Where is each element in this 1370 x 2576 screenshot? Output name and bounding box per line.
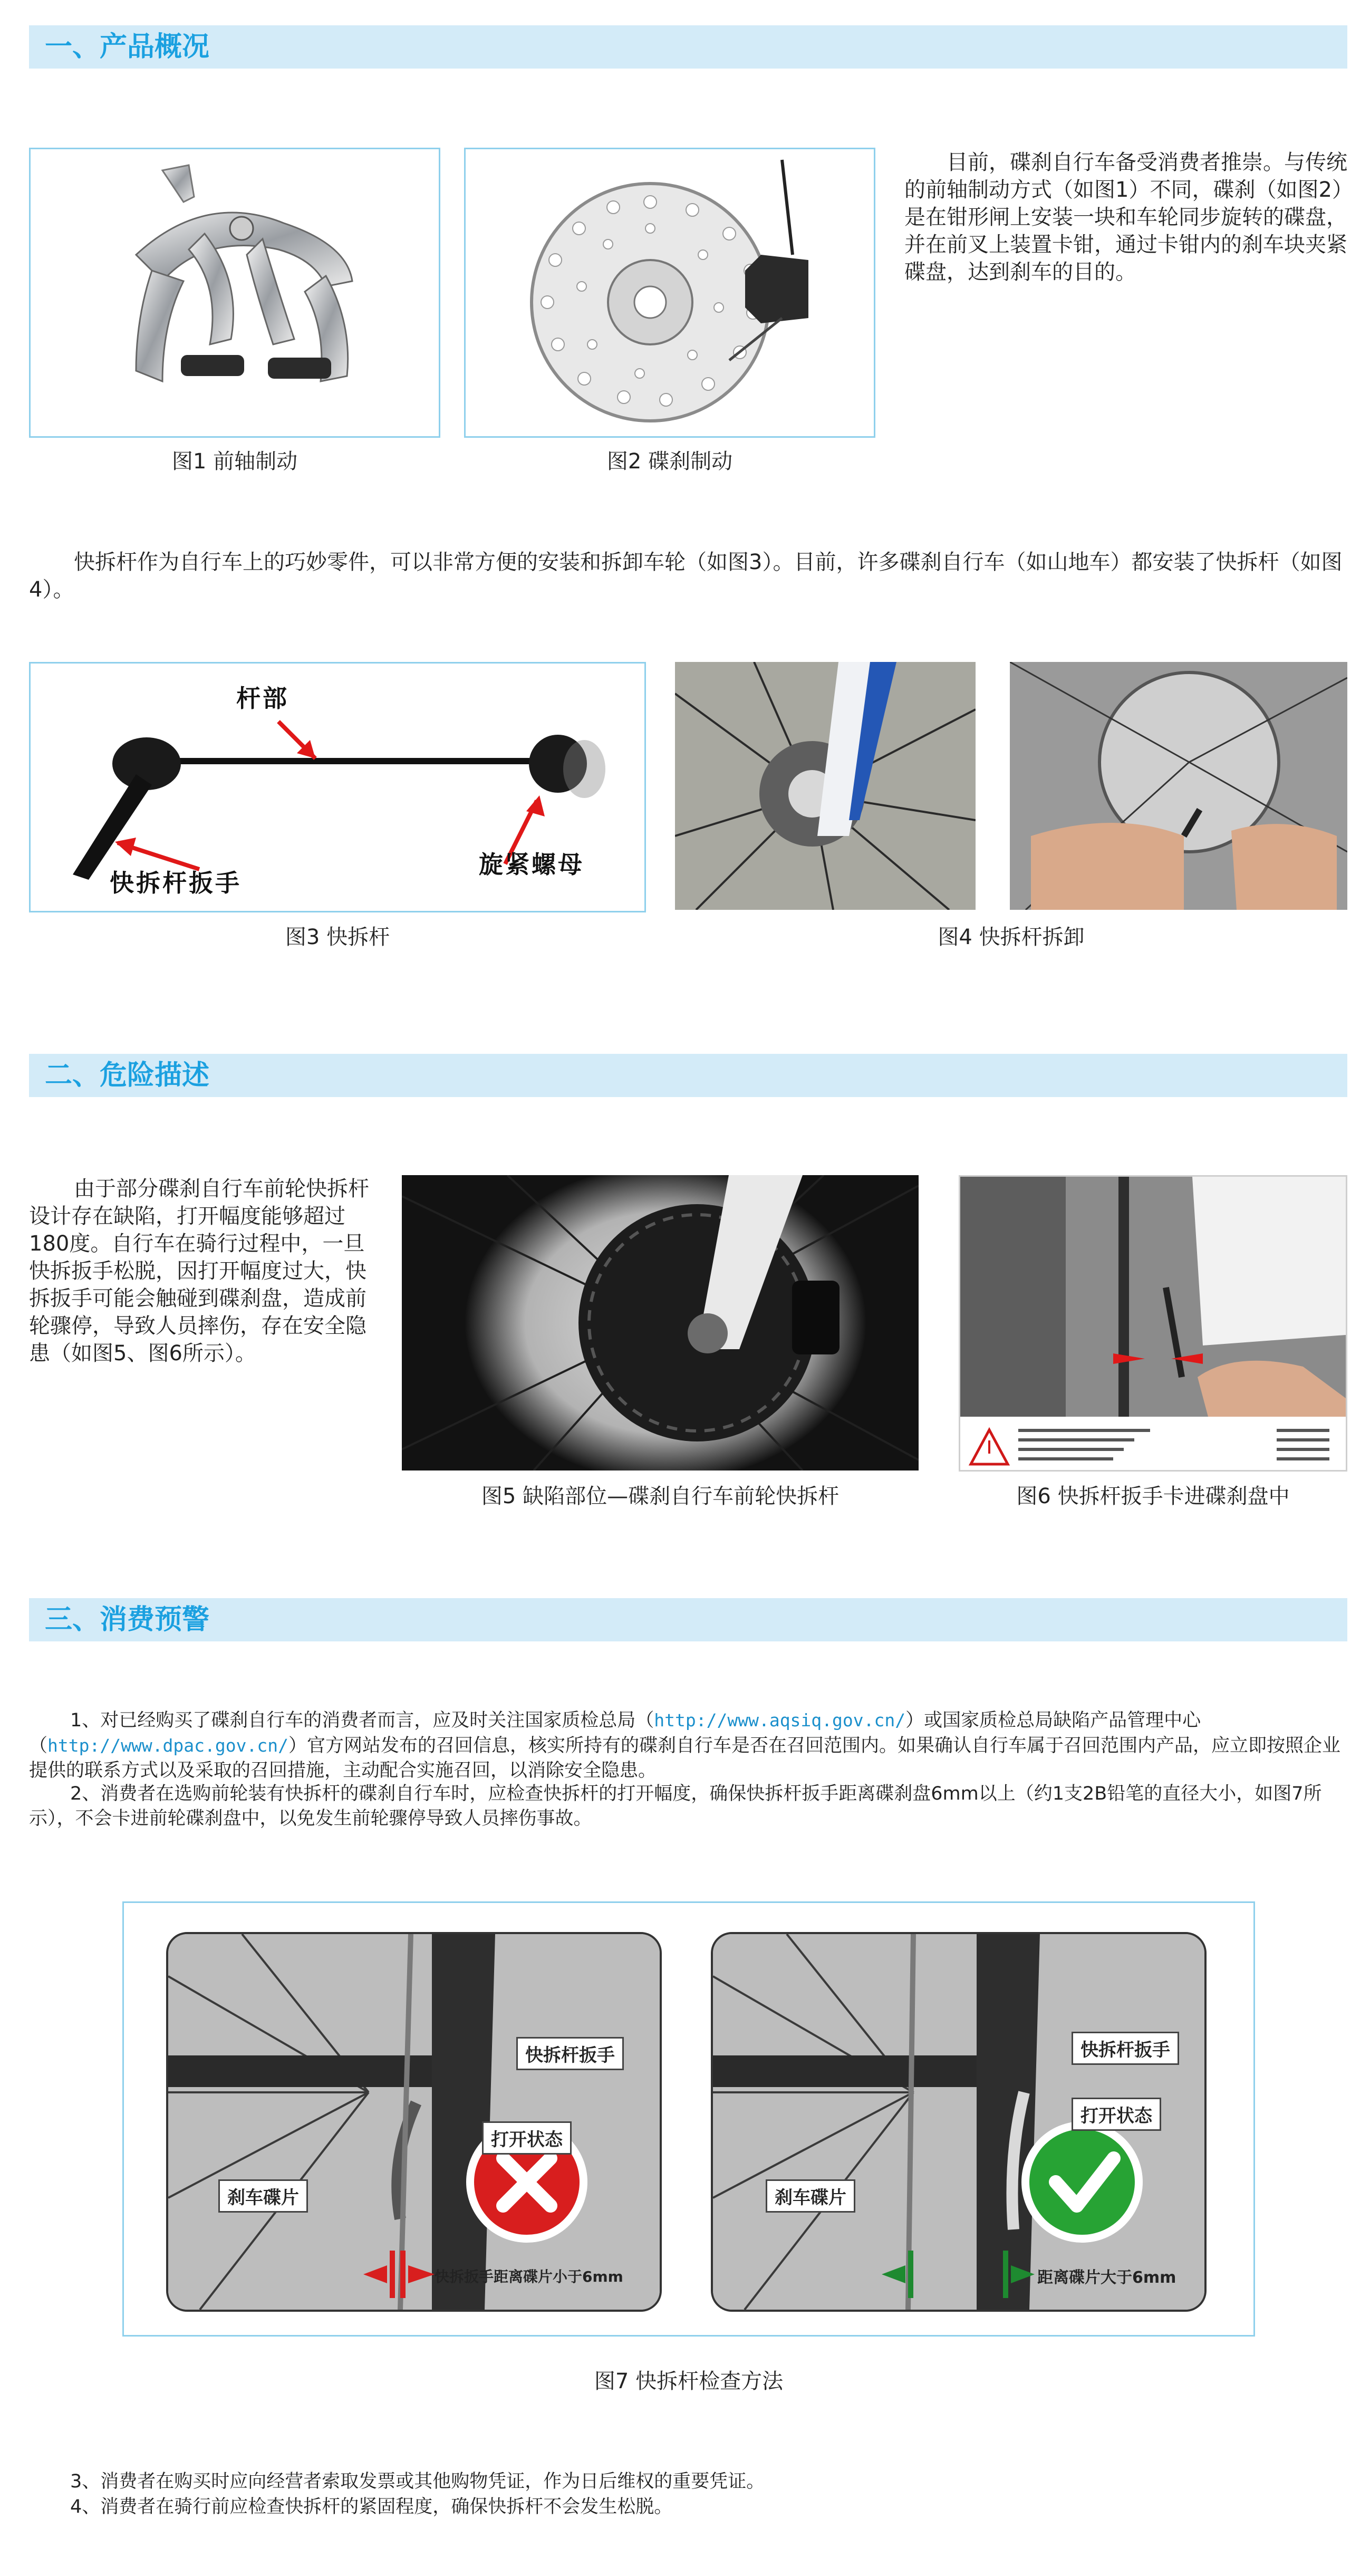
disc-callout: 刹车碟片 bbox=[218, 2179, 308, 2213]
disc-rotor-illustration bbox=[466, 149, 874, 436]
lever-label: 快拆杆扳手 bbox=[110, 869, 242, 897]
disc-callout: 刹车碟片 bbox=[766, 2179, 855, 2213]
figure-7-caption: 图7 快拆杆检查方法 bbox=[594, 2369, 784, 2394]
fork-hub-photo bbox=[675, 662, 976, 910]
figure-4-photo-right bbox=[1010, 662, 1347, 910]
overview-paragraph-1: 目前，碟刹自行车备受消费者推崇。与传统的前轴制动方式（如图1）不同，碟刹（如图2）是在钳形闸上安装一块和车轮同步旋转的碟盘，并在前叉上装置卡钳，通过卡钳内的刹车块夹紧碟盘，达到刹车的目的。 bbox=[904, 150, 1347, 284]
section-header-warning bbox=[29, 1598, 1347, 1641]
gap-warning-label: 快拆扳手距离碟片小于6mm bbox=[435, 2268, 623, 2285]
lever-callout: 快拆杆扳手 bbox=[1072, 2032, 1179, 2065]
rod-label: 杆部 bbox=[236, 684, 289, 713]
section-header-danger bbox=[29, 1054, 1347, 1097]
warning-item-1: 1、对已经购买了碟刹自行车的消费者而言，应及时关注国家质检总局（http://www.aqsiq.gov.cn/）或国家质检总局缺陷产品管理中心（http://www.dpac.gov.cn/）官方网站发布的召回信息，核实所持有的碟刹自行车是否在召回范围内。如果确认自行车属于召回范围内产品，应立即按照企业提供的联系方式以及采取的召回措施，主动配合实施召回，以消除安全隐患。 bbox=[29, 1710, 1340, 1781]
section-title: 二、危险描述 bbox=[45, 1060, 210, 1091]
section-title: 三、消费预警 bbox=[45, 1604, 210, 1636]
lever-callout: 快拆杆扳手 bbox=[516, 2037, 624, 2070]
figure-6-caption: 图6 快拆杆扳手卡进碟刹盘中 bbox=[1016, 1484, 1290, 1508]
warning-item-2: 2、消费者在选购前轮装有快拆杆的碟刹自行车时，应检查快拆杆的打开幅度，确保快拆杆扳手距离碟刹盘6mm以上（约1支2B铅笔的直径大小，如图7所示），不会卡进前轮碟刹盘中，以免发生前轮骤停导致人员摔伤事故。 bbox=[29, 1783, 1322, 1829]
lever-jammed-photo bbox=[960, 1177, 1346, 1470]
overview-paragraph-2: 快拆杆作为自行车上的巧妙零件，可以非常方便的安装和拆卸车轮（如图3）。目前，许多碟刹自行车（如山地车）都安装了快拆杆（如图4）。 bbox=[29, 550, 1343, 602]
warning-item-3: 3、消费者在购买时应向经营者索取发票或其他购物凭证，作为日后维权的重要凭证。 bbox=[70, 2471, 765, 2492]
figure-3-image bbox=[29, 662, 646, 912]
warning-item-4: 4、消费者在骑行前应检查快拆杆的紧固程度，确保快拆杆不会发生松脱。 bbox=[70, 2496, 673, 2517]
figure-5-photo bbox=[402, 1175, 919, 1470]
figure-7-image bbox=[122, 1901, 1255, 2337]
figure-3-caption: 图3 快拆杆 bbox=[285, 925, 390, 949]
open-state-callout: 打开状态 bbox=[1072, 2098, 1161, 2131]
figure-4-caption: 图4 快拆杆拆卸 bbox=[938, 925, 1085, 949]
danger-paragraph: 由于部分碟刹自行车前轮快拆杆设计存在缺陷，打开幅度能够超过180度。自行车在骑行过程中，一旦快拆扳手松脱，因打开幅度过大，快拆扳手可能会触碰到碟刹盘，造成前轮骤停，导致人员摔伤，存在安全隐患（如图5、图6所示）。 bbox=[29, 1177, 369, 1366]
figure-6-photo bbox=[959, 1175, 1347, 1472]
figure-1-caption: 图1 前轴制动 bbox=[171, 449, 298, 474]
dpac-link[interactable]: http://www.dpac.gov.cn/ bbox=[47, 1735, 288, 1756]
gap-ok-label: 距离碟片大于6mm bbox=[1037, 2269, 1176, 2287]
caliper-brake-illustration bbox=[31, 149, 439, 436]
nut-label: 旋紧螺母 bbox=[479, 850, 584, 879]
check-panel-correct bbox=[711, 1932, 1207, 2312]
disc-brake-defect-photo bbox=[402, 1175, 919, 1470]
figure-2-image bbox=[464, 148, 875, 438]
section-header-overview bbox=[29, 25, 1347, 69]
figure-4-photo-left bbox=[675, 662, 976, 910]
figure-5-caption: 图5 缺陷部位—碟刹自行车前轮快拆杆 bbox=[481, 1484, 840, 1508]
incorrect-gap-photo bbox=[168, 1934, 660, 2310]
aqsiq-link[interactable]: http://www.aqsiq.gov.cn/ bbox=[654, 1710, 906, 1731]
figure-1-image bbox=[29, 148, 440, 438]
check-panel-incorrect bbox=[166, 1932, 662, 2312]
open-state-callout: 打开状态 bbox=[482, 2121, 572, 2155]
figure-2-caption: 图2 碟刹制动 bbox=[606, 449, 733, 474]
section-title: 一、产品概况 bbox=[45, 31, 210, 63]
hand-removing-skewer-photo bbox=[1010, 662, 1347, 910]
